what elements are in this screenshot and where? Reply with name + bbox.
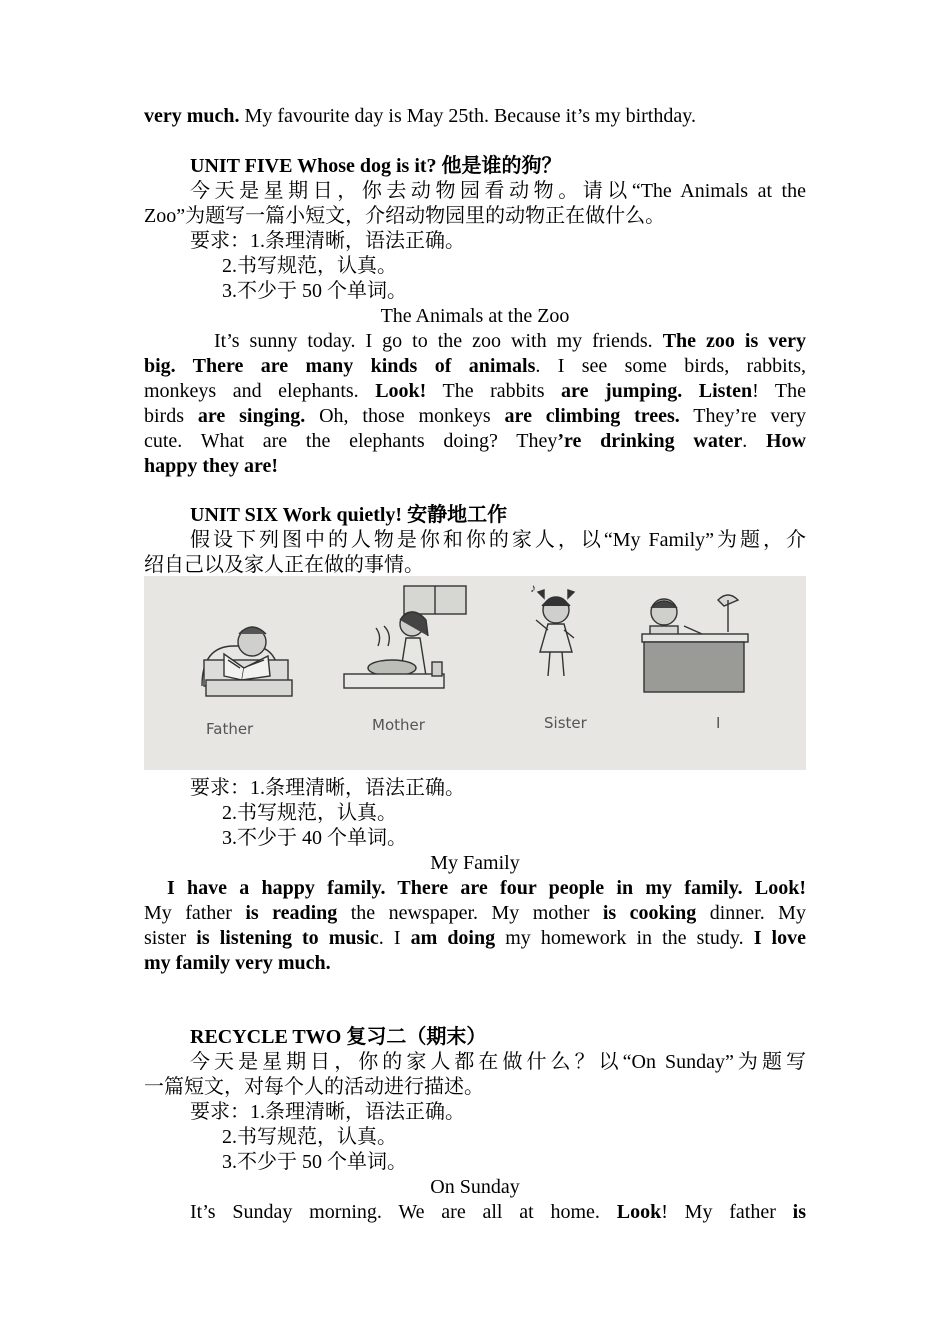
prompt-line: 一篇短文，对每个人的活动进行描述。 bbox=[144, 1076, 484, 1098]
caption-sister: Sister bbox=[544, 714, 587, 732]
requirement-line: 3.不少于 40 个单词。 bbox=[222, 827, 407, 849]
requirement-line: 要求：1.条理清晰，语法正确。 bbox=[190, 777, 465, 799]
father-figure bbox=[202, 627, 292, 696]
requirement-line: 3.不少于 50 个单词。 bbox=[222, 280, 407, 302]
requirement-line: 2.书写规范，认真。 bbox=[222, 1126, 397, 1148]
requirement-line: 3.不少于 50 个单词。 bbox=[222, 1151, 407, 1173]
sister-figure bbox=[530, 581, 574, 676]
prompt-line: 今天是星期日，你的家人都在做什么？以“On Sunday”为题写 bbox=[190, 1051, 806, 1073]
text-line: very much. My favourite day is May 25th. Because it’s my birthday. bbox=[144, 105, 696, 127]
essay-line: It’s sunny today. I go to the zoo with my friends. The zoo is very bbox=[214, 330, 807, 352]
boy-figure bbox=[642, 595, 748, 692]
recycle-two-heading: RECYCLE TWO 复习二（期末） bbox=[190, 1026, 487, 1048]
essay-title: On Sunday bbox=[430, 1176, 520, 1198]
requirement-line: 要求：1.条理清晰，语法正确。 bbox=[190, 1101, 465, 1123]
prompt-line: 绍自己以及家人正在做的事情。 bbox=[144, 554, 424, 576]
requirement-line: 2.书写规范，认真。 bbox=[222, 255, 397, 277]
essay-title: The Animals at the Zoo bbox=[380, 305, 570, 327]
prompt-line: 假设下列图中的人物是你和你的家人，以“My Family”为题，介 bbox=[190, 529, 806, 551]
essay-line: birds are singing. Oh, those monkeys are climbing trees. They’re very bbox=[144, 405, 806, 427]
essay-line: sister is listening to music. I am doing my homework in the study. I love bbox=[144, 927, 806, 949]
requirement-line: 要求：1.条理清晰，语法正确。 bbox=[190, 230, 465, 252]
essay-line: It’s Sunday morning. We are all at home. Look! My father is bbox=[190, 1201, 806, 1223]
essay-line: big. There are many kinds of animals. I see some birds, rabbits, bbox=[144, 355, 806, 377]
essay-title: My Family bbox=[430, 852, 520, 874]
essay-line: my family very much. bbox=[144, 952, 331, 974]
essay-line: happy they are! bbox=[144, 455, 279, 477]
caption-me: I bbox=[716, 714, 721, 732]
essay-line: cute. What are the elephants doing? They’re drinking water. How bbox=[144, 430, 806, 452]
mother-figure bbox=[344, 586, 466, 688]
prompt-line: Zoo”为题写一篇小短文，介绍动物园里的动物正在做什么。 bbox=[144, 205, 666, 227]
essay-line: My father is reading the newspaper. My mother is cooking dinner. My bbox=[144, 902, 806, 924]
family-illustration bbox=[144, 576, 806, 770]
prompt-line: 今天是星期日，你去动物园看动物。请以“The Animals at the bbox=[190, 180, 806, 202]
unit-six-heading: UNIT SIX Work quietly! 安静地工作 bbox=[190, 504, 508, 526]
essay-line: I have a happy family. There are four people in my family. Look! bbox=[167, 877, 806, 899]
essay-line: monkeys and elephants. Look! The rabbits are jumping. Listen! The bbox=[144, 380, 807, 402]
requirement-line: 2.书写规范，认真。 bbox=[222, 802, 397, 824]
svg-text:♪: ♪ bbox=[530, 581, 536, 595]
unit-five-heading: UNIT FIVE Whose dog is it? 他是谁的狗？ bbox=[190, 155, 562, 177]
caption-father: Father bbox=[206, 720, 254, 738]
caption-mother: Mother bbox=[372, 716, 425, 734]
